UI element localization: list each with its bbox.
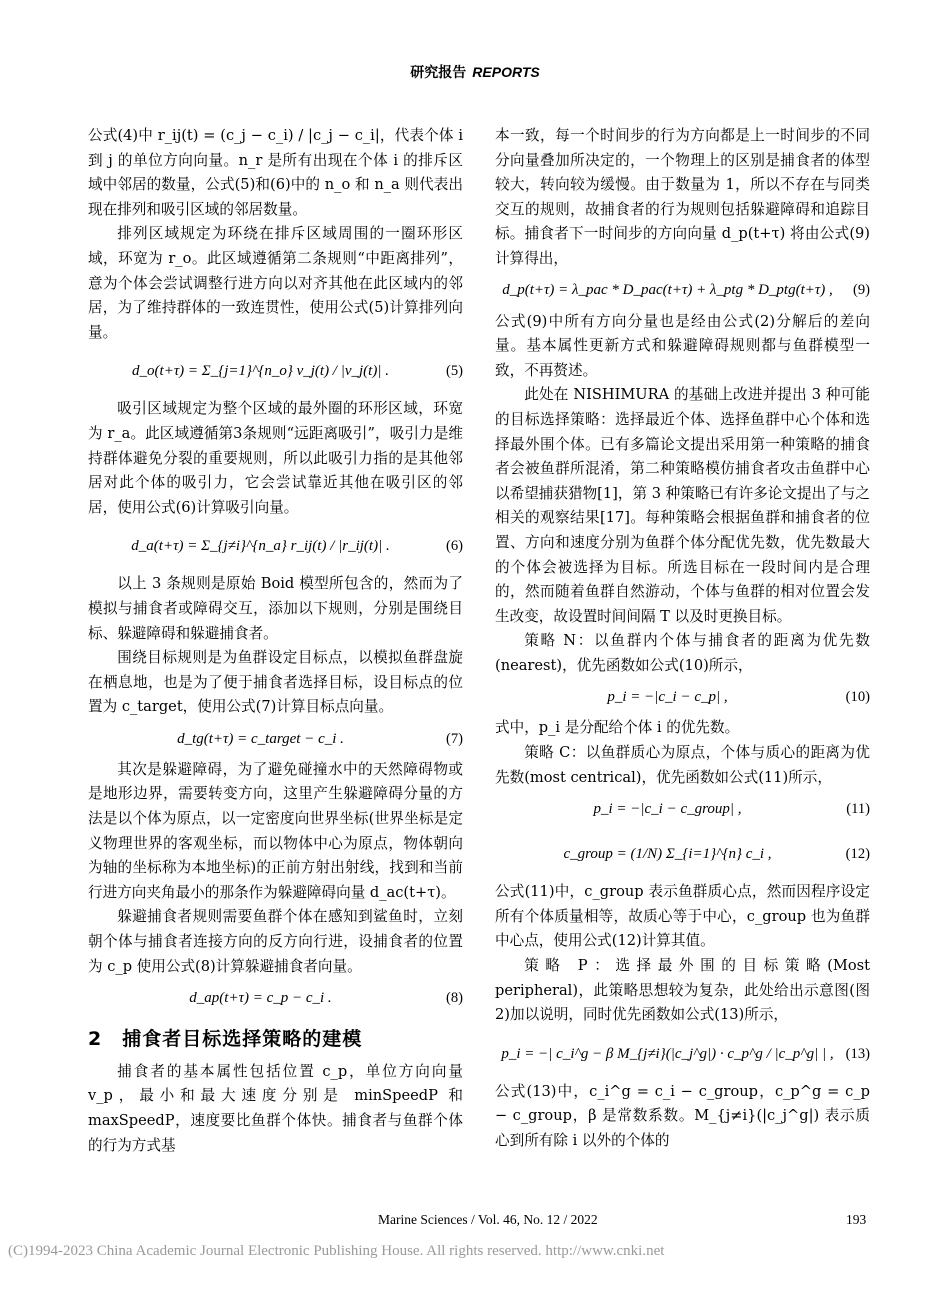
page-header bbox=[0, 62, 950, 82]
paragraph: 公式(13)中，c_i^g = c_i − c_group，c_p^g = c_p − c_group，β 是常数系数。M_{j≠i}(|c_j^g|) 表示质心到所有除 i 以外的个体的 bbox=[495, 1082, 870, 1149]
paragraph: 躲避捕食者规则需要鱼群个体在感知到鲨鱼时，立刻朝个体与捕食者连接方向的反方向行进，设捕食者的位置为 c_p 使用公式(8)计算躲避捕食者向量。 bbox=[88, 908, 463, 975]
equation-number: (8) bbox=[445, 989, 463, 1006]
paragraph: 策略 C：以鱼群质心为原点，个体与质心的距离为优先数(most centrical)，优先函数如公式(11)所示， bbox=[495, 744, 870, 786]
paragraph: 排列区域规定为环绕在排斥区域周围的一圈环形区域，环宽为 r_o。此区域遵循第二条规则“中距离排列”，意为个体会尝试调整行进方向以对齐其他在此区域内的邻居，为了维持群体的一致连贯性，使用公式(5)计算排列向量。 bbox=[88, 225, 463, 341]
equation-number: (11) bbox=[846, 800, 870, 817]
journal-citation: Marine Sciences / Vol. 46, No. 12 / 2022 bbox=[378, 1212, 598, 1227]
paragraph: 围绕目标规则是为鱼群设定目标点，以模拟鱼群盘旋在栖息地，也是为了便于捕食者选择目标，设目标点的位置为 c_target，使用公式(7)计算目标点向量。 bbox=[88, 649, 463, 716]
equation-number: (7) bbox=[445, 730, 463, 747]
paragraph: 吸引区域规定为整个区域的最外圈的环形区域，环宽为 r_a。此区域遵循第3条规则“远距离吸引”，吸引力是维持群体避免分裂的重要规则，所以此吸引力指的是其他邻居对此个体的吸引力，它会尝试靠近其他在吸引区的邻居，使用公式(6)计算吸引向量。 bbox=[88, 400, 463, 516]
equation-9: d_p(t+τ) = λ_pac * D_pac(t+τ) + λ_ptg * D_ptg(t+τ) , (9) bbox=[495, 272, 870, 310]
section-heading: 2 捕食者目标选择策略的建模 bbox=[88, 1028, 363, 1051]
paragraph: 公式(9)中所有方向分量也是经由公式(2)分解后的差向量。基本属性更新方式和躲避障碍规则都与鱼群模型一致，不再赘述。 bbox=[495, 312, 870, 379]
equation-10: p_i = −|c_i − c_p| , (10) bbox=[495, 678, 870, 716]
paragraph: 捕食者的基本属性包括位置 c_p，单位方向向量 v_p，最小和最大速度分别是 minSpeedP 和 maxSpeedP，速度要比鱼群个体快。捕食者与鱼群个体的行为方式基 bbox=[88, 1062, 463, 1154]
paragraph: 公式(4)中 r_ij(t) = (c_j − c_i) / |c_j − c_i|，代表个体 i 到 j 的单位方向向量。n_r 是所有出现在个体 i 的排斥区域中邻居的数量，公式(5)和(6)中的 n_o 和 n_a 则代表出现在排列和吸引区域的邻居数量。 bbox=[88, 127, 463, 218]
equation-number: (5) bbox=[445, 363, 463, 380]
equation-number: (13) bbox=[845, 1045, 870, 1062]
equation-12: c_group = (1/N) Σ_{i=1}^{n} c_i , (12) bbox=[495, 828, 870, 880]
equation-number: (10) bbox=[845, 689, 870, 706]
equation-13: p_i = −| c_i^g − β M_{j≠i}(|c_j^g|) · c_p^g / |c_p^g| | , (13) bbox=[495, 1028, 870, 1080]
equation-6: d_a(t+τ) = Σ_{j≠i}^{n_a} r_ij(t) / |r_ij(t)| . (6) bbox=[88, 520, 463, 572]
page-number: 193 bbox=[846, 1212, 867, 1227]
equation-8: d_ap(t+τ) = c_p − c_i . (8) bbox=[88, 979, 463, 1017]
copyright-notice: (C)1994-2023 China Academic Journal Electronic Publishing House. All rights reserved. http://www.cnki.net bbox=[8, 1243, 665, 1259]
paragraph: 式中，p_i 是分配给个体 i 的优先数。 bbox=[495, 719, 740, 737]
paragraph: 策略 P：选择最外围的目标策略(Most peripheral)，此策略思想较为复杂，此处给出示意图(图 2)加以说明，同时优先函数如公式(13)所示， bbox=[495, 957, 870, 1024]
equation-5: d_o(t+τ) = Σ_{j=1}^{n_o} v_j(t) / |v_j(t)| . (5) bbox=[88, 345, 463, 397]
right-column bbox=[495, 124, 870, 1154]
equation-7: d_tg(t+τ) = c_target − c_i . (7) bbox=[88, 720, 463, 758]
equation-11: p_i = −|c_i − c_group| , (11) bbox=[495, 790, 870, 828]
paragraph: 此处在 NISHIMURA 的基础上改进并提出 3 种可能的目标选择策略：选择最近个体、选择鱼群中心个体和选择最外围个体。已有多篇论文提出采用第一种策略的捕食者会被鱼群所混淆，第二种策略模仿捕食者攻击鱼群中心以希望捕获猎物[1]，第 3 种策略已有许多论文提出了与之相关的观察结果[17]。每种策略会根据鱼群和捕食者的位置、方向和速度分别为鱼群个体分配优先数，优先数最大的个体会被选择为目标。所选目标在一段时间内是合理的，然而随着鱼群自然游动，个体与鱼群的相对位置会发生改变，故设置时间间隔 T 以及时更换目标。 bbox=[495, 386, 870, 625]
equation-number: (9) bbox=[852, 282, 870, 299]
paragraph: 策略 N：以鱼群内个体与捕食者的距离为优先数(nearest)，优先函数如公式(10)所示， bbox=[495, 632, 870, 674]
left-column bbox=[88, 124, 463, 1158]
paragraph: 本一致，每一个时间步的行为方向都是上一时间步的不同分向量叠加所决定的，一个物理上的区别是捕食者的体型较大，转向较为缓慢。由于数量为 1，所以不存在与同类交互的规则，故捕食者的行为规则包括躲避障碍和追踪目标。捕食者下一时间步的方向向量 d_p(t+τ) 将由公式(9)计算得出， bbox=[495, 127, 870, 267]
header-en: REPORTS bbox=[472, 64, 540, 80]
equation-number: (12) bbox=[845, 845, 870, 862]
paragraph: 公式(11)中，c_group 表示鱼群质心点，然而因程序设定所有个体质量相等，故质心等于中心，c_group 也为鱼群中心点，使用公式(12)计算其值。 bbox=[495, 883, 870, 950]
header-cn: 研究报告 bbox=[410, 65, 467, 81]
paragraph: 以上 3 条规则是原始 Boid 模型所包含的，然而为了模拟与捕食者或障碍交互，添加以下规则，分别是围绕目标、躲避障碍和躲避捕食者。 bbox=[88, 575, 463, 642]
equation-number: (6) bbox=[445, 538, 463, 555]
paragraph: 其次是躲避障碍，为了避免碰撞水中的天然障碍物或是地形边界，需要转变方向，这里产生躲避障碍分量的方法是以个体为原点，以一定密度向世界坐标(世界坐标是定义物理世界的客观坐标，而以物体中心为原点，物体朝向为轴的坐标称为本地坐标)的正前方射出射线，找到和当前行进方向夹角最小的那条作为躲避障碍向量 d_ac(t+τ)。 bbox=[88, 760, 463, 901]
